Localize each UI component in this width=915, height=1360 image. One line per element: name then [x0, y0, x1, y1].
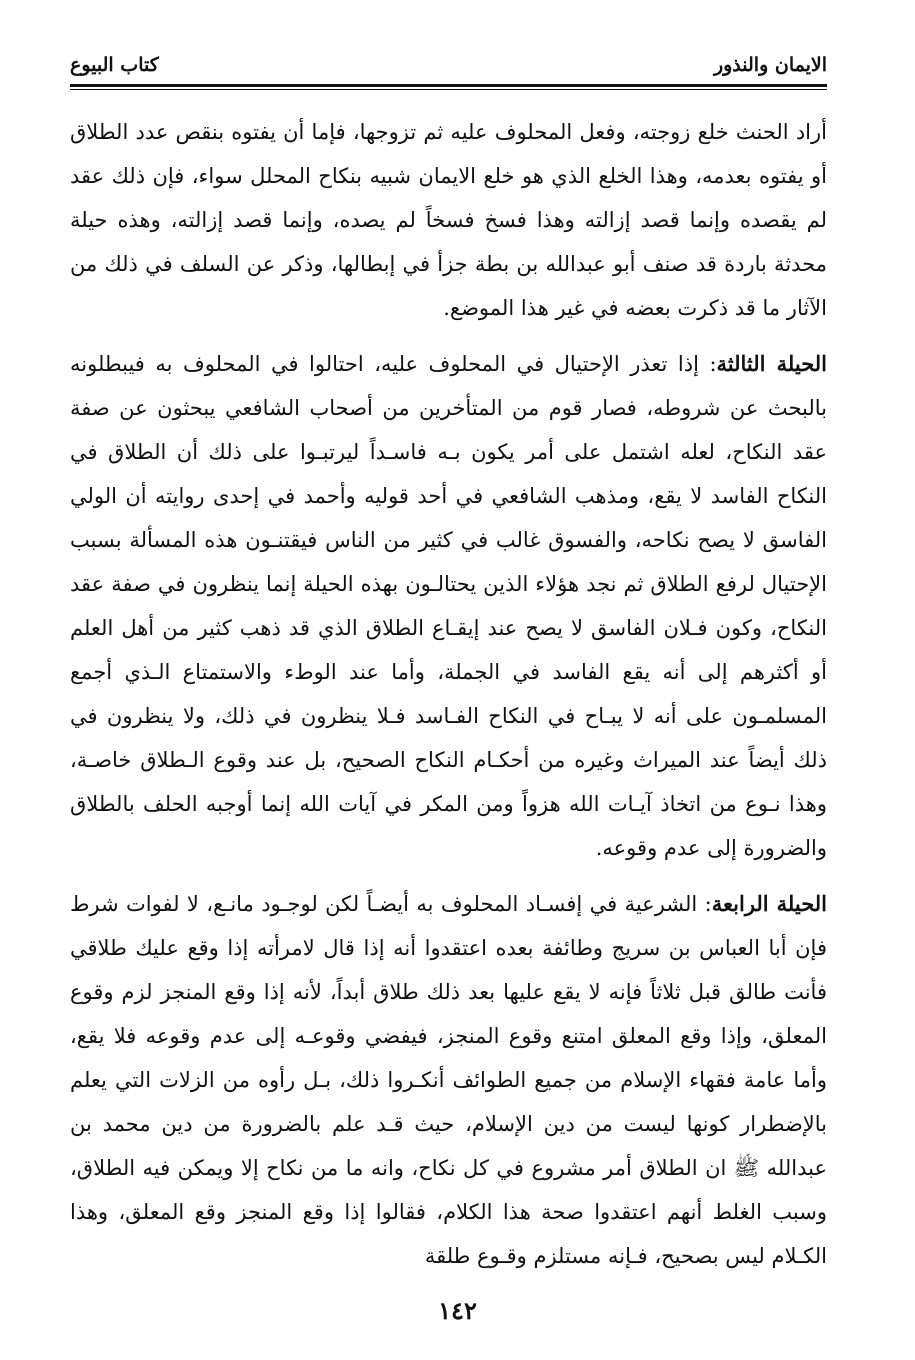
paragraph-text: : إذا تعذر الإحتيال في المحلوف عليه، احتالوا في المحلوف به فيبطلونه بالبحث عن شروطه، فصار قوم من المتأخرين من أصحاب الشافعي يبحثون عن صفة عقد النكاح، لعله اشتمل على أمر يكون بـه فاسـداً ليرتبـوا على ذلك أن الطلاق في النكاح الفاسد لا يقع، ومذهب الشافعي في أحد قوليه وأحمد في إحدى روايته أن الولي الفاسق لا يصح نكاحه، والفسوق غالب في كثير من الناس فيقتنـون هذه المسألة بسبب الإحتيال لرفع الطلاق ثم نجد هؤلاء الذين يحتالـون بهذه الحيلة إنما ينظرون في صفة عقد النكاح، وكون فـلان الفاسق لا يصح عند إيقـاع الطلاق الذي قد ذهب كثير من أهل العلم أو أكثرهم إلى أنه يقع الفاسد في الجملة، وأما عند الوطء والاستمتاع الـذي أجمع المسلمـون على أنه لا يبـاح في النكاح الفـاسد فـلا ينظرون في ذلك، ولا ينظرون في ذلك أيضاً عند الميراث وغيره من أحكـام النكاح الصحيح، بل عند وقوع الـطلاق خاصـة، وهذا نـوع من اتخاذ آيـات الله هزواً ومن المكر في آيات الله إنما أوجبه الحلف بالطلاق والضرورة إلى عدم وقوعه.	[70, 352, 827, 860]
header-chapter-title: الايمان والنذور	[713, 54, 827, 76]
paragraph	[70, 110, 827, 330]
header-rule-thin	[70, 89, 827, 90]
paragraph-text: أراد الحنث خلع زوجته، وفعل المحلوف عليه ثم تزوجها، فإما أن يفتوه بنقص عدد الطلاق أو يفتوه بعدمه، وهذا الخلع الذي هو خلع الايمان شبيه بنكاح المحلل سواء، فإن ذلك عقد لم يقصده وإنما قصد إزالته وهذا فسخ فسخاً لم يصده، وإنما قصد إزالته، وهذه حيلة محدثة باردة قد صنف أبو عبدالله بن بطة جزأ في إبطالها، وذكر عن السلف في ذلك من الآثار ما قد ذكرت بعضه في غير هذا الموضع.	[70, 120, 827, 320]
paragraph	[70, 342, 827, 870]
paragraph-gap	[70, 870, 827, 882]
header-rule-thick	[70, 84, 827, 87]
page-number: ١٤٢	[438, 1296, 477, 1325]
paragraph-heading: الحيلة الثالثة	[716, 351, 827, 376]
paragraph-heading: الحيلة الرابعة	[711, 891, 828, 916]
running-header	[70, 46, 827, 76]
paragraph-gap	[70, 330, 827, 342]
paragraph	[70, 882, 827, 1278]
header-book-title: كتاب البيوع	[70, 54, 159, 76]
page-body	[70, 110, 827, 1278]
paragraph-text: : الشرعية في إفسـاد المحلوف به أيضـاً لكن لوجـود مانـع، لا لفوات شرط فإن أبا العباس بن سريج وطائفة بعده اعتقدوا أنه إذا قال لامرأته إذا وقع عليك طلاقي فأنت طالق قبل ثلاثاً فإنه لا يقع عليها بعد ذلك طلاق أبداً، لأنه إذا وقع المنجز لزم وقوع المعلق، وإذا وقع المعلق امتنع وقوع المنجز، فيفضي وقوعـه إلى عدم وقوعه فلا يقع، وأما عامة فقهاء الإسلام من جميع الطوائف أنكـروا ذلك، بـل رأوه من الزلات التي يعلم بالإضطرار كونها ليست من دين الإسلام، حيث قـد علم بالضرورة من دين محمد بن عبدالله ﷺ ان الطلاق أمر مشروع في كل نكاح، وانه ما من نكاح إلا ويمكن فيه الطلاق، وسبب الغلط أنهم اعتقدوا صحة هذا الكلام، فقالوا إذا وقع المنجز وقع المعلق، وهذا الكـلام ليس بصحيح، فـإنه مستلزم وقـوع طلقة	[70, 892, 827, 1268]
